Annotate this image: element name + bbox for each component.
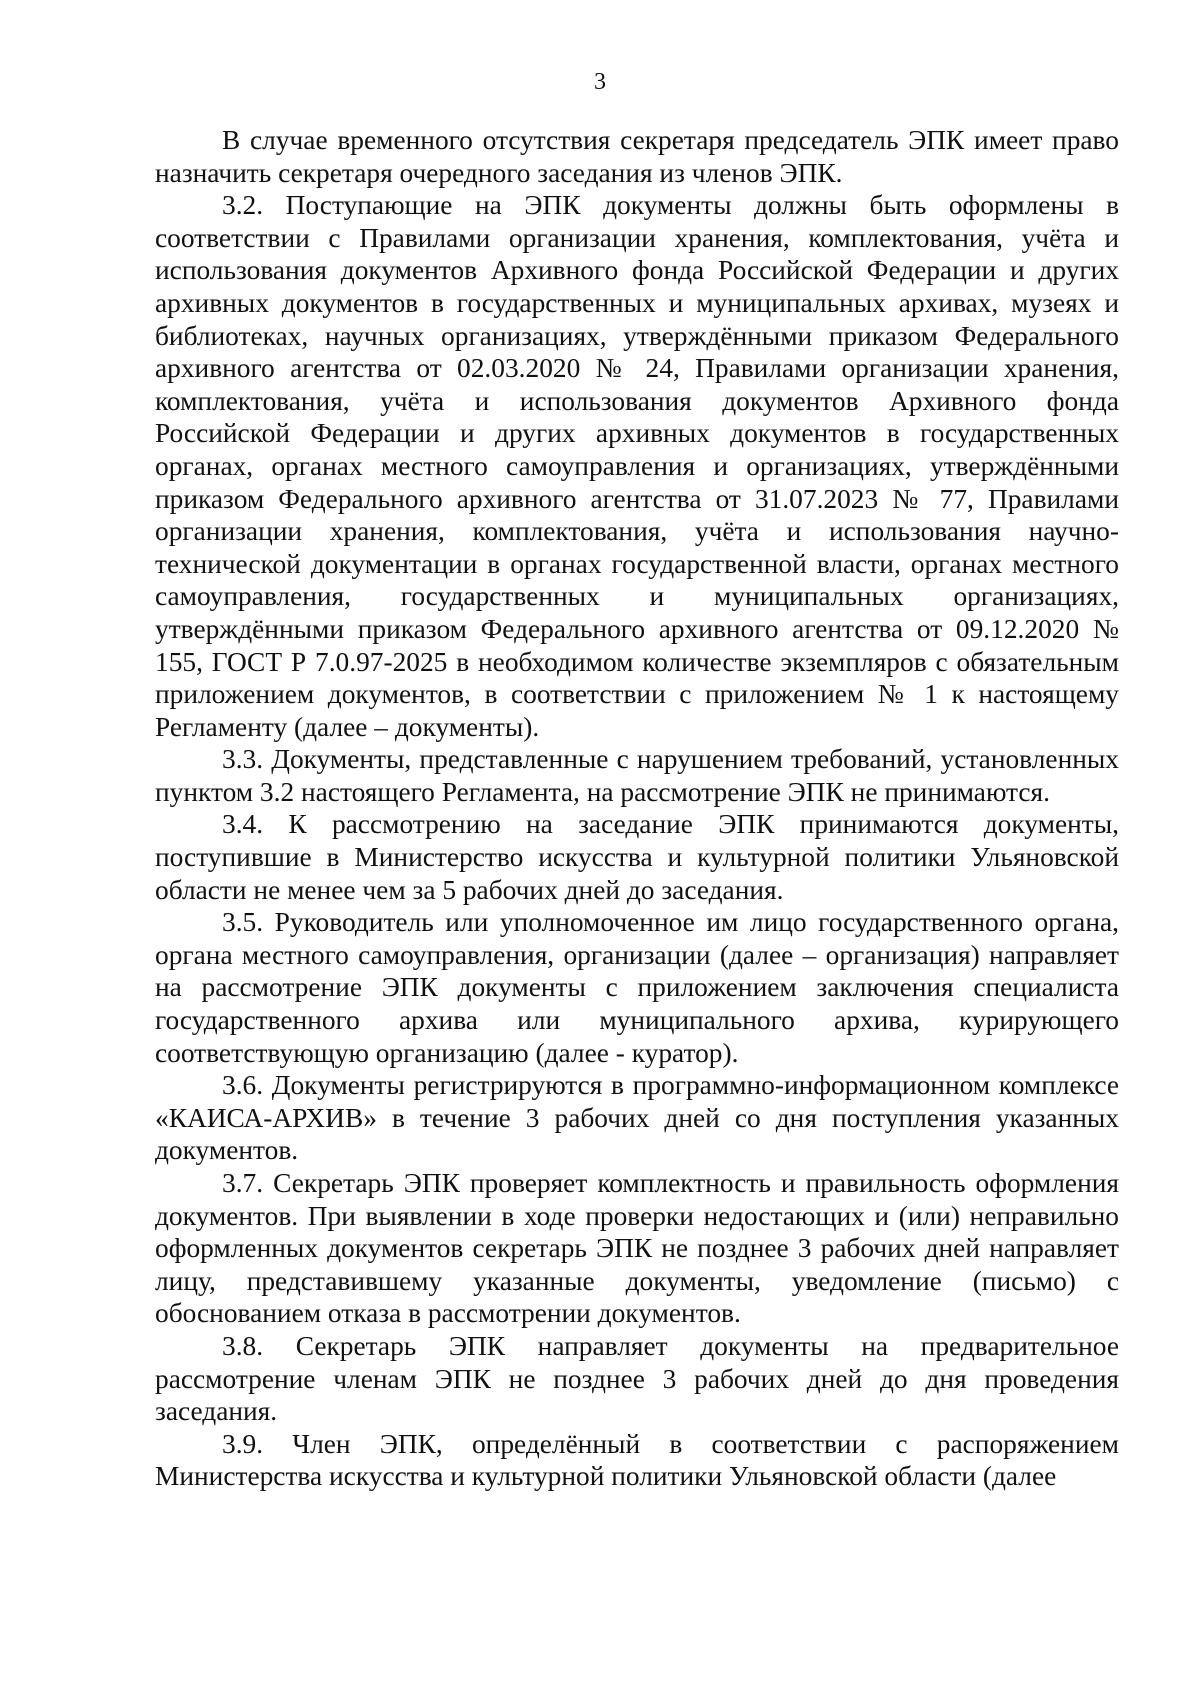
paragraph-secretary-absence: В случае временного отсутствия секретаря председатель ЭПК имеет право назначить секретаря очередного заседания из членов ЭПК. [155, 125, 1119, 188]
paragraph-3-6: 3.6. Документы регистрируются в программно-информационном комплексе «КАИСА-АРХИВ» в течение 3 рабочих дней со дня поступления указанных документов. [155, 1070, 1119, 1166]
paragraph-3-4: 3.4. К рассмотрению на заседание ЭПК принимаются документы, поступившие в Министерство искусства и культурной политики Ульяновской области не менее чем за 5 рабочих дней до заседания. [155, 809, 1119, 905]
page-number: 3 [594, 69, 606, 95]
paragraph-3-8: 3.8. Секретарь ЭПК направляет документы на предварительное рассмотрение членам ЭПК не позднее 3 рабочих дней до дня проведения заседания. [155, 1330, 1119, 1427]
paragraph-3-3: 3.3. Документы, представленные с нарушением требований, установленных пунктом 3.2 настоящего Регламента, на рассмотрение ЭПК не принимаются. [155, 744, 1119, 807]
paragraph-3-2: 3.2. Поступающие на ЭПК документы должны быть оформлены в соответствии с Правилами организации хранения, комплектования, учёта и использования документов Архивного фонда Российской Федерации и других архивных документов в государственных и муниципальных архивах, музеях и библиотеках, научных организациях, утверждёнными приказом Федерального архивного агентства от 02.03.2020 № 24, Правилами организации хранения, комплектования, учёта и использования документов Архивного фонда Российской Федерации и других архивных документов в государственных органах, органах местного самоуправления и организациях, утверждёнными приказом Федерального архивного агентства от 31.07.2023 № 77, Правилами организации хранения, комплектования, учёта и использования научно-технической документации в органах государственной власти, органах местного самоуправления, государственных и муниципальных организациях, утверждёнными приказом Федерального архивного агентства от 09.12.2020 № 155, ГОСТ Р 7.0.97-2025 в необходимом количестве экземпляров с обязательным приложением документов, в соответствии с приложением № 1 к настоящему Регламенту (далее – документы). [155, 190, 1119, 742]
document-body [155, 124, 1119, 1493]
paragraph-3-5: 3.5. Руководитель или уполномоченное им лицо государственного органа, органа местного самоуправления, организации (далее – организация) направляет на рассмотрение ЭПК документы с приложением заключения специалиста государственного архива или муниципального архива, курирующего соответствующую организацию (далее - куратор). [155, 907, 1119, 1068]
paragraph-3-9: 3.9. Член ЭПК, определённый в соответствии с распоряжением Министерства искусства и культурной политики Ульяновской области (далее [155, 1428, 1119, 1492]
paragraph-3-7: 3.7. Секретарь ЭПК проверяет комплектность и правильность оформления документов. При выявлении в ходе проверки недостающих и (или) неправильно оформленных документов секретарь ЭПК не позднее 3 рабочих дней направляет лицу, представившему указанные документы, уведомление (письмо) с обоснованием отказа в рассмотрении документов. [155, 1168, 1119, 1329]
